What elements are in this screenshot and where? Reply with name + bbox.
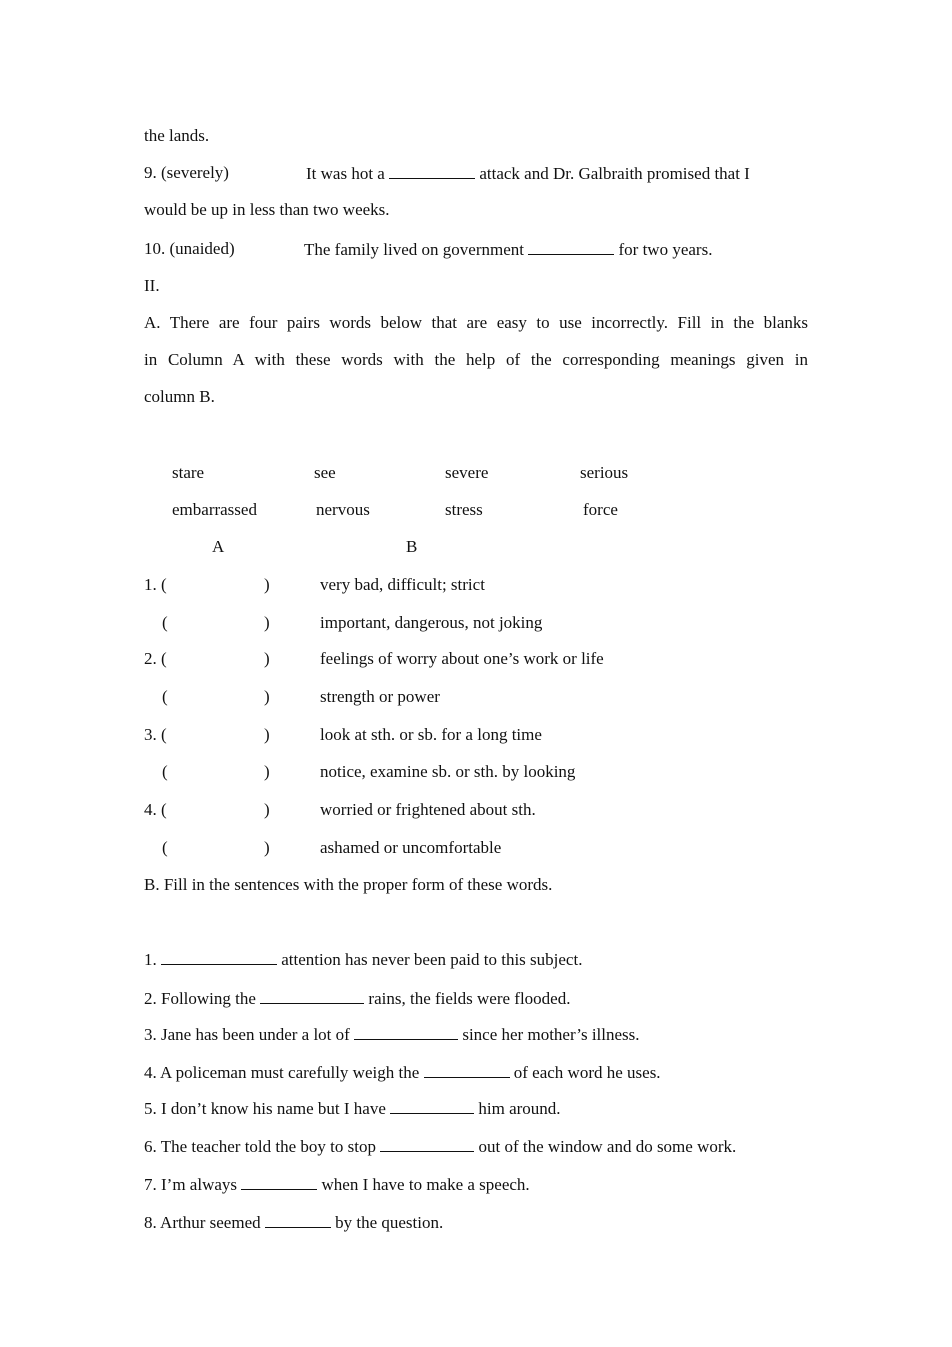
question-number: 9. (severely) bbox=[144, 163, 229, 182]
sentence-text: 7. I’m always bbox=[144, 1175, 238, 1194]
continued-text: the lands. bbox=[144, 126, 210, 145]
sentence-text: 2. Following the bbox=[144, 989, 256, 1008]
pair-close: ) bbox=[264, 800, 270, 819]
answer-slot[interactable] bbox=[170, 838, 262, 858]
pair-close: ) bbox=[264, 575, 270, 594]
answer-slot[interactable] bbox=[170, 800, 262, 820]
word-bank-item: severe bbox=[445, 463, 489, 482]
question-9-continued: would be up in less than two weeks. bbox=[144, 200, 390, 219]
answer-slot[interactable] bbox=[170, 613, 262, 633]
sentence-text: him around. bbox=[478, 1099, 561, 1118]
pair-close: ) bbox=[264, 613, 270, 632]
pair-close: ) bbox=[264, 762, 270, 781]
sentence-5 bbox=[144, 1098, 561, 1119]
word-bank-item: stare bbox=[172, 463, 205, 482]
answer-slot[interactable] bbox=[170, 649, 262, 669]
answer-slot[interactable] bbox=[170, 575, 262, 595]
instruction-line: A. There are four pairs words below that are easy to use incorrectly. Fill in the blanks bbox=[144, 313, 808, 332]
answer-blank[interactable] bbox=[390, 1098, 474, 1114]
pair-number: 4. ( bbox=[144, 800, 167, 819]
word-bank-item: nervous bbox=[316, 500, 370, 519]
pair-number: 3. ( bbox=[144, 725, 167, 744]
sentence-1 bbox=[144, 949, 582, 970]
sentence-text: rains, the fields were flooded. bbox=[368, 989, 571, 1008]
sentence-7 bbox=[144, 1174, 530, 1195]
column-a-header: A bbox=[212, 537, 225, 556]
sentence-3 bbox=[144, 1024, 640, 1045]
sentence-6 bbox=[144, 1136, 736, 1157]
sentence-text: when I have to make a speech. bbox=[321, 1175, 530, 1194]
pair-meaning: strength or power bbox=[320, 687, 440, 706]
sentence-text: 6. The teacher told the boy to stop bbox=[144, 1137, 376, 1156]
pair-number: ( bbox=[162, 762, 168, 781]
answer-slot[interactable] bbox=[170, 687, 262, 707]
instruction-line: in Column A with these words with the help of the corresponding meanings given in bbox=[144, 350, 808, 369]
question-9 bbox=[144, 163, 808, 183]
answer-blank[interactable] bbox=[260, 988, 364, 1004]
pair-number: 1. ( bbox=[144, 575, 167, 594]
pair-meaning: feelings of worry about one’s work or life bbox=[320, 649, 604, 668]
answer-slot[interactable] bbox=[170, 725, 262, 745]
sentence-text: 4. A policeman must carefully weigh the bbox=[144, 1063, 420, 1082]
question-text: It was hot a bbox=[306, 164, 385, 183]
question-text: for two years. bbox=[618, 240, 713, 259]
pair-number: ( bbox=[162, 838, 168, 857]
pair-number: ( bbox=[162, 613, 168, 632]
sentence-text: of each word he uses. bbox=[513, 1063, 661, 1082]
sentence-text: by the question. bbox=[335, 1213, 444, 1232]
word-bank-item: see bbox=[314, 463, 336, 482]
pair-meaning: look at sth. or sb. for a long time bbox=[320, 725, 542, 744]
word-bank-item: force bbox=[583, 500, 618, 519]
sentence-text: attention has never been paid to this subject. bbox=[281, 950, 583, 969]
word-bank-item: embarrassed bbox=[172, 500, 257, 519]
pair-close: ) bbox=[264, 649, 270, 668]
answer-blank[interactable] bbox=[528, 239, 614, 255]
word-bank-item: stress bbox=[445, 500, 483, 519]
pair-close: ) bbox=[264, 725, 270, 744]
answer-blank[interactable] bbox=[354, 1024, 458, 1040]
pair-close: ) bbox=[264, 687, 270, 706]
sentence-text: since her mother’s illness. bbox=[462, 1025, 640, 1044]
section-heading: II. bbox=[144, 276, 160, 295]
answer-blank[interactable] bbox=[389, 163, 475, 179]
pair-meaning: ashamed or uncomfortable bbox=[320, 838, 502, 857]
sentence-text: 1. bbox=[144, 950, 157, 969]
sentence-text: 3. Jane has been under a lot of bbox=[144, 1025, 350, 1044]
question-text: The family lived on government bbox=[304, 240, 524, 259]
pair-close: ) bbox=[264, 838, 270, 857]
pair-meaning: notice, examine sb. or sth. by looking bbox=[320, 762, 576, 781]
question-number: 10. (unaided) bbox=[144, 239, 235, 258]
answer-blank[interactable] bbox=[380, 1136, 474, 1152]
answer-slot[interactable] bbox=[170, 762, 262, 782]
pair-number: 2. ( bbox=[144, 649, 167, 668]
sentence-4 bbox=[144, 1062, 661, 1083]
sentence-2 bbox=[144, 988, 570, 1009]
column-b-header: B bbox=[406, 537, 418, 556]
instruction-line: B. Fill in the sentences with the proper form of these words. bbox=[144, 875, 553, 894]
answer-blank[interactable] bbox=[241, 1174, 317, 1190]
sentence-text: out of the window and do some work. bbox=[478, 1137, 737, 1156]
sentence-text: 8. Arthur seemed bbox=[144, 1213, 261, 1232]
instruction-line: column B. bbox=[144, 387, 215, 406]
answer-blank[interactable] bbox=[265, 1212, 331, 1228]
word-bank-item: serious bbox=[580, 463, 629, 482]
pair-number: ( bbox=[162, 687, 168, 706]
sentence-8 bbox=[144, 1212, 443, 1233]
question-10 bbox=[144, 239, 808, 259]
answer-blank[interactable] bbox=[161, 949, 277, 965]
answer-blank[interactable] bbox=[424, 1062, 510, 1078]
pair-meaning: worried or frightened about sth. bbox=[320, 800, 536, 819]
sentence-text: 5. I don’t know his name but I have bbox=[144, 1099, 386, 1118]
pair-meaning: important, dangerous, not joking bbox=[320, 613, 543, 632]
question-text: attack and Dr. Galbraith promised that I bbox=[479, 164, 750, 183]
pair-meaning: very bad, difficult; strict bbox=[320, 575, 485, 594]
